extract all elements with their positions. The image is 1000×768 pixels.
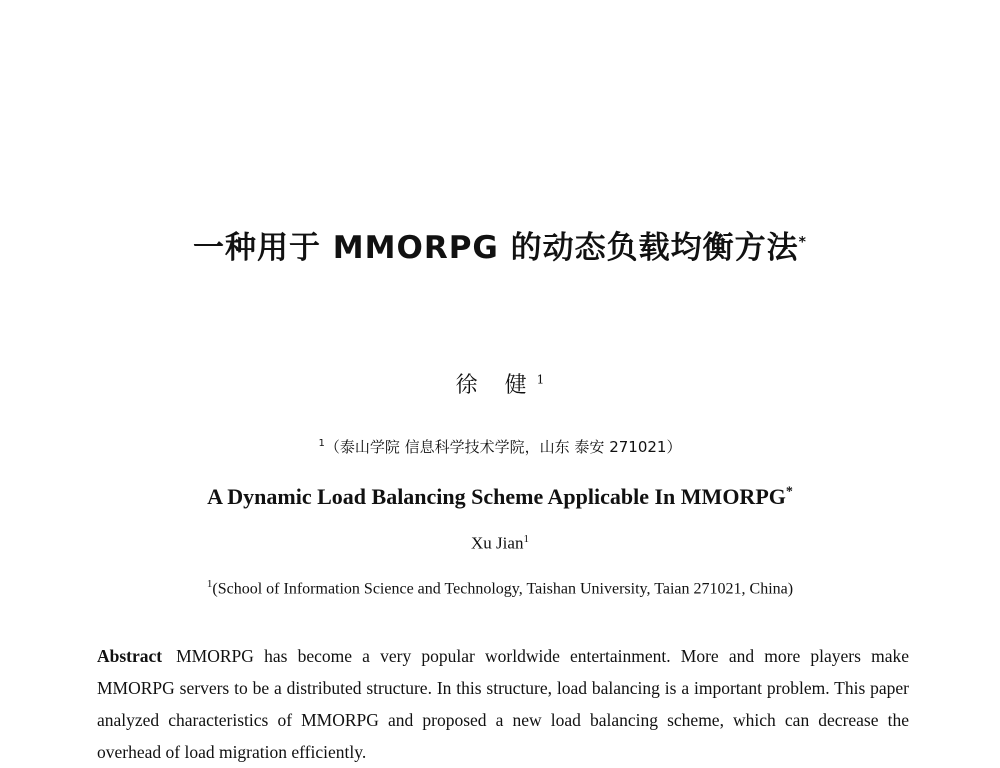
english-title	[0, 484, 1000, 510]
chinese-author-superscript: 1	[536, 372, 545, 387]
english-affiliation-text: (School of Information Science and Technology, Taishan University, Taian 271021, China)	[212, 580, 794, 598]
english-author	[0, 533, 1000, 554]
english-affiliation	[0, 578, 1000, 598]
chinese-affiliation-superscript: 1	[318, 438, 325, 449]
chinese-title-text: 一种用于 MMORPG 的动态负载均衡方法	[193, 230, 799, 266]
english-author-superscript: 1	[523, 533, 529, 545]
english-title-text: A Dynamic Load Balancing Scheme Applicable In MMORPG	[207, 484, 786, 509]
english-affiliation-superscript: 1	[206, 578, 213, 590]
chinese-title	[0, 222, 1000, 267]
chinese-author	[0, 368, 1000, 399]
chinese-affiliation-text: （泰山学院 信息科学技术学院，山东 泰安 271021）	[324, 438, 682, 456]
english-author-name: Xu Jian	[471, 533, 524, 553]
abstract-text: MMORPG has become a very popular worldwide entertainment. More and more players make MMORPG servers to be a distributed structure. In this structure, load balancing is a important problem. This paper analyzed characteristics of MMORPG and proposed a new load balancing scheme, which can decrease the overhead of load migration efficiently.	[97, 646, 909, 762]
chinese-title-footnote-mark: *	[798, 234, 807, 251]
chinese-affiliation	[0, 436, 1000, 457]
abstract-label: Abstract	[97, 646, 163, 666]
english-title-footnote-mark: *	[785, 484, 793, 500]
chinese-author-name: 徐 健	[455, 373, 537, 398]
abstract-paragraph	[97, 640, 909, 768]
